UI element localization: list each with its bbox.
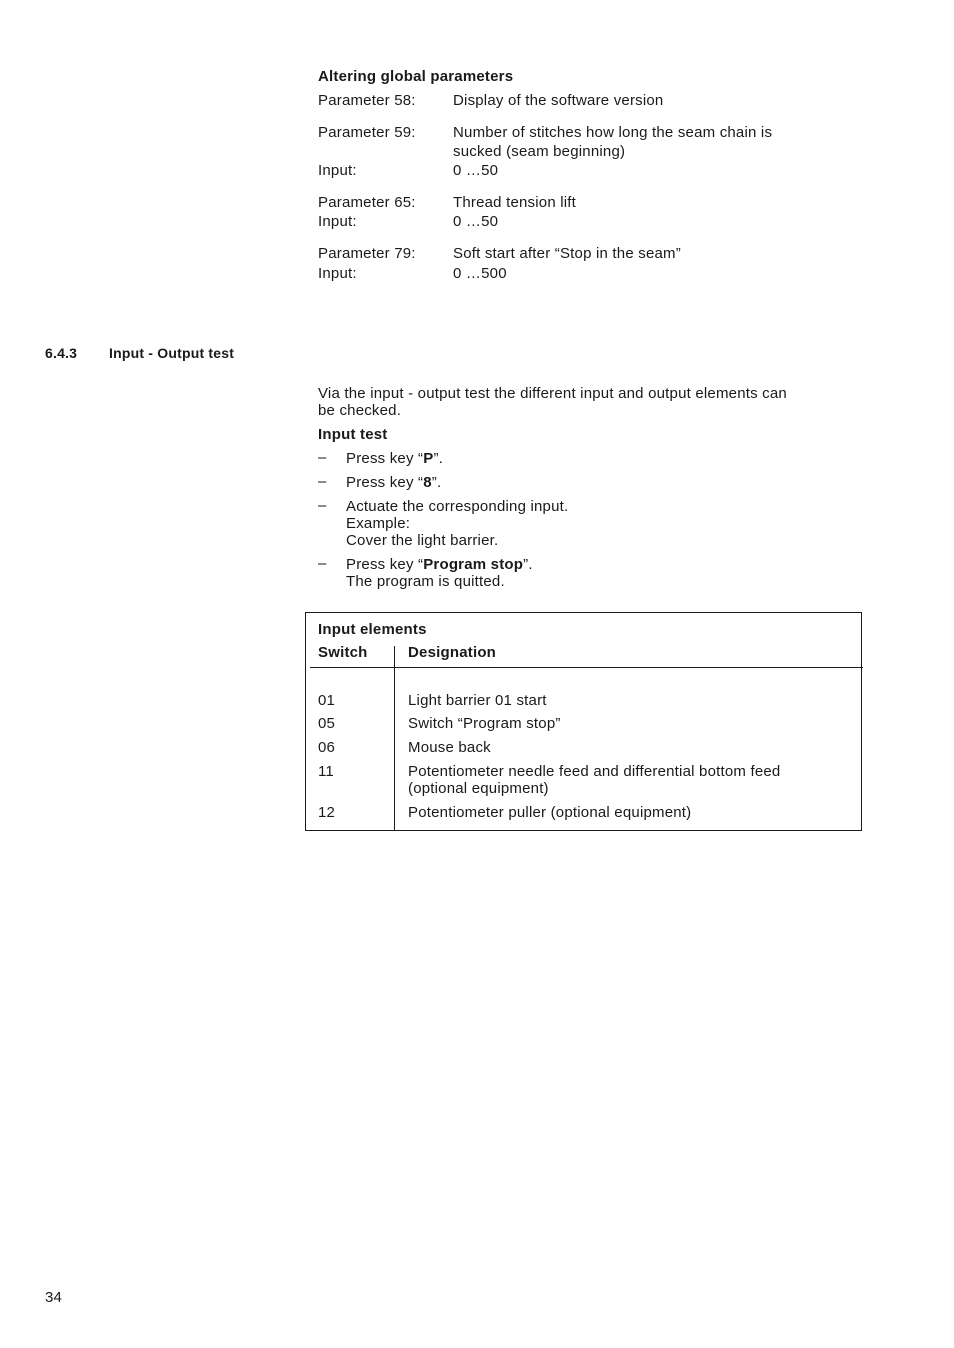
list-dash: – [318, 555, 327, 572]
step-3-line3: Cover the light barrier. [346, 532, 499, 549]
table-column-divider [394, 646, 395, 830]
param-58-label: Parameter 58: [318, 92, 416, 109]
table-row-switch: 05 [318, 715, 336, 732]
param-79-input-value: 0 …500 [453, 265, 507, 282]
table-row-designation-line2: (optional equipment) [408, 780, 549, 797]
page-number: 34 [45, 1289, 63, 1306]
param-59-input-label: Input: [318, 162, 357, 179]
param-65-value: Thread tension lift [453, 194, 577, 211]
table-row-designation: Potentiometer puller (optional equipment) [408, 804, 692, 821]
intro-line2: be checked. [318, 402, 402, 419]
table-row-switch: 06 [318, 739, 336, 756]
parameters-heading: Altering global parameters [318, 68, 514, 85]
param-59-label: Parameter 59: [318, 124, 416, 141]
key-p: P [423, 450, 434, 467]
table-header-divider [310, 667, 863, 668]
section-title: Input - Output test [109, 345, 235, 361]
step-4: Press key “Program stop”. [346, 556, 533, 573]
param-79-label: Parameter 79: [318, 245, 416, 262]
table-header-switch: Switch [318, 644, 368, 661]
key-program-stop: Program stop [423, 556, 524, 573]
table-row-designation: Potentiometer needle feed and differential bottom feed [408, 763, 781, 780]
param-59-input-value: 0 …50 [453, 162, 499, 179]
table-row-designation: Mouse back [408, 739, 491, 756]
param-65-input-value: 0 …50 [453, 213, 499, 230]
intro-line1: Via the input - output test the different input and output elements can [318, 385, 787, 402]
param-58-value: Display of the software version [453, 92, 664, 109]
table-row-switch: 12 [318, 804, 336, 821]
param-65-input-label: Input: [318, 213, 357, 230]
param-59-value-line1: Number of stitches how long the seam chain is [453, 124, 773, 141]
table-row-designation: Switch “Program stop” [408, 715, 561, 732]
section-number: 6.4.3 [45, 345, 78, 361]
step-3-line2: Example: [346, 515, 411, 532]
key-8: 8 [423, 474, 432, 491]
list-dash: – [318, 497, 327, 514]
input-elements-table [305, 612, 862, 831]
table-row-switch: 01 [318, 692, 336, 709]
step-2: Press key “8”. [346, 474, 442, 491]
input-test-heading: Input test [318, 426, 388, 443]
table-title: Input elements [318, 621, 427, 638]
table-row-switch: 11 [318, 763, 334, 780]
list-dash: – [318, 473, 327, 490]
param-79-value: Soft start after “Stop in the seam” [453, 245, 681, 262]
param-79-input-label: Input: [318, 265, 357, 282]
list-dash: – [318, 449, 327, 466]
step-4-line2: The program is quitted. [346, 573, 505, 590]
table-header-designation: Designation [408, 644, 497, 661]
param-59-value-line2: sucked (seam beginning) [453, 143, 626, 160]
table-row-designation: Light barrier 01 start [408, 692, 547, 709]
step-3-line1: Actuate the corresponding input. [346, 498, 569, 515]
param-65-label: Parameter 65: [318, 194, 416, 211]
step-1: Press key “P”. [346, 450, 444, 467]
